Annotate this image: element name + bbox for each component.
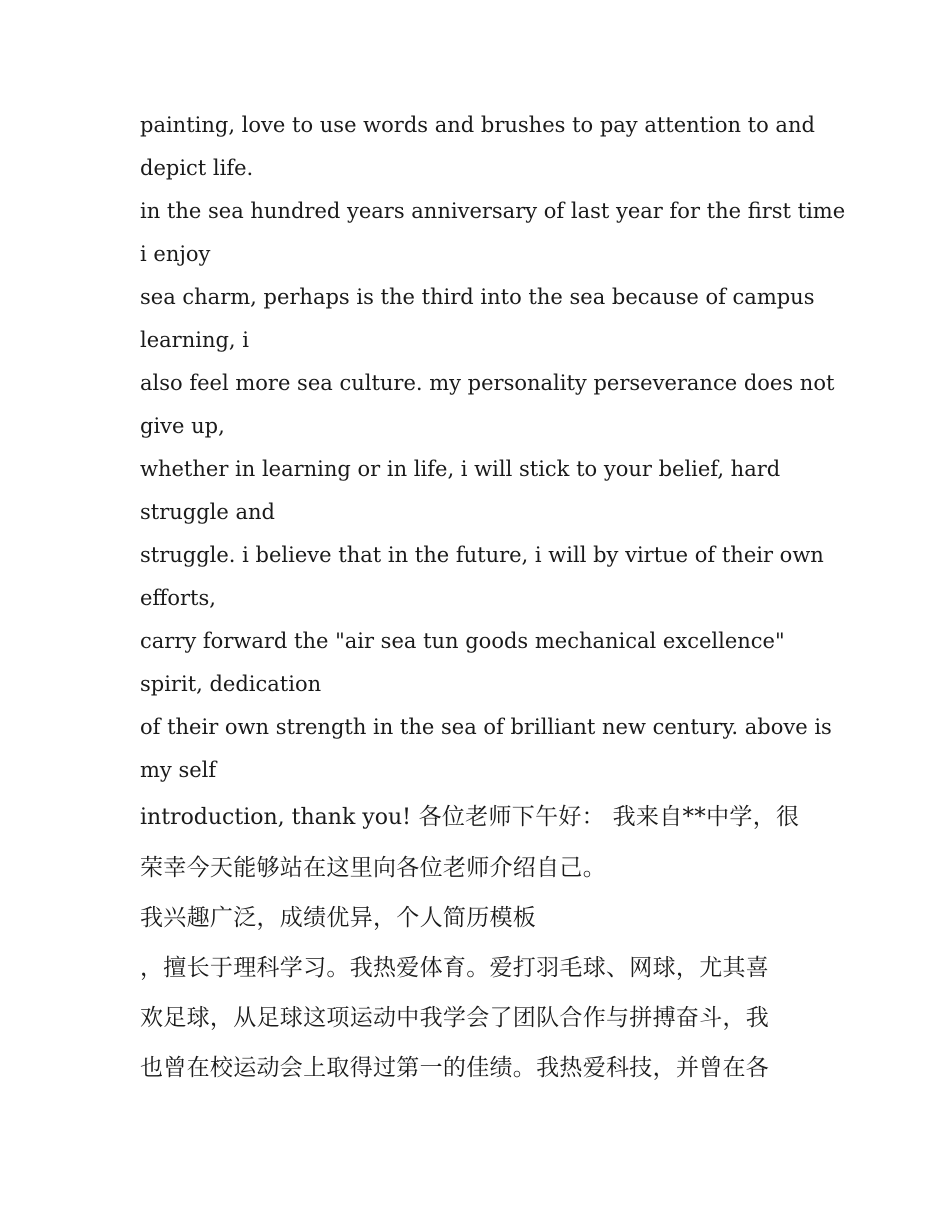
text-line: i enjoy — [140, 242, 211, 266]
text-line: in the sea hundred years anniversary of last year for the first time — [140, 199, 846, 223]
text-line: struggle. i believe that in the future, i will by virtue of their own — [140, 543, 824, 567]
text-line: carry forward the "air sea tun goods mechanical excellence" — [140, 629, 785, 653]
chinese-text-line: ，擅长于理科学习。我热爱体育。爱打羽毛球、网球，尤其喜 — [140, 955, 770, 981]
text-line: spirit, dedication — [140, 672, 322, 696]
text-line: of their own strength in the sea of brilliant new century. above is — [140, 715, 832, 739]
text-line: sea charm, perhaps is the third into the sea because of campus — [140, 285, 815, 309]
text-line: also feel more sea culture. my personality perseverance does not — [140, 371, 835, 395]
document-page — [140, 104, 846, 1093]
text-line: give up, — [140, 414, 225, 438]
text-line: struggle and — [140, 500, 275, 524]
chinese-text-line: 荣幸今天能够站在这里向各位老师介绍自己。 — [140, 855, 606, 881]
text-line: learning, i — [140, 328, 249, 352]
text-line: depict life. — [140, 156, 254, 180]
english-fragment: introduction, thank you! — [140, 805, 411, 830]
chinese-text-line: 也曾在校运动会上取得过第一的佳绩。我热爱科技，并曾在各 — [140, 1055, 770, 1081]
chinese-text-line: 我兴趣广泛，成绩优异，个人简历模板 — [140, 905, 537, 931]
text-line: my self — [140, 758, 217, 782]
text-line: whether in learning or in life, i will stick to your belief, hard — [140, 457, 781, 481]
chinese-fragment: 各位老师下午好： 我来自**中学，很 — [410, 804, 800, 830]
text-line: efforts, — [140, 586, 216, 610]
text-line: painting, love to use words and brushes to pay attention to and — [140, 113, 815, 137]
mixed-language-line — [140, 792, 820, 843]
chinese-text-line: 欢足球，从足球这项运动中我学会了团队合作与拼搏奋斗，我 — [140, 1005, 770, 1031]
